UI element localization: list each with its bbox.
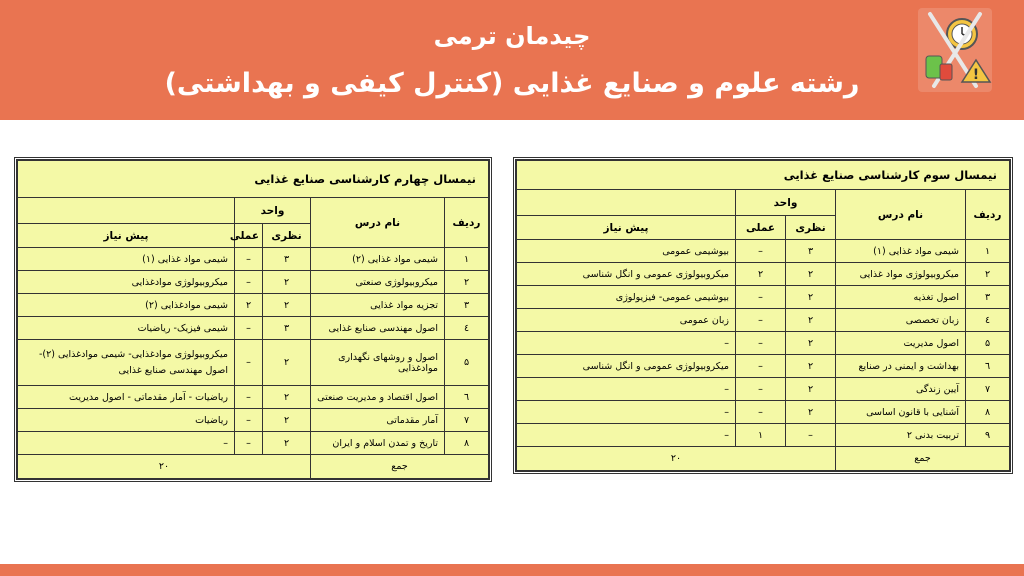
semester-3-title: نیمسال سوم کارشناسی صنایع غذایی <box>517 161 1010 190</box>
table-row: ۵ اصول و روشهای نگهداری موادغذایی ۲ – میکروبیولوژی موادغذایی- شیمی موادغذایی (۲)- اصول مهندسی صنایع غذایی <box>18 340 489 386</box>
table-row: ٤ اصول مهندسی صنایع غذایی ۳ – شیمی فیزیک- ریاضیات <box>18 317 489 340</box>
col-header-name: نام درس <box>836 190 966 240</box>
table-row: ۳ تجزیه مواد غذایی ۲ ۲ شیمی موادغذایی (۲) <box>18 294 489 317</box>
table-row: ٦ بهداشت و ایمنی در صنایع ۲ – میکروبیولوژی عمومی و انگل شناسی <box>517 355 1010 378</box>
total-row <box>517 447 1010 471</box>
footer-bar <box>0 564 1024 576</box>
table-row: ۸ آشنایی با قانون اساسی ۲ – – <box>517 401 1010 424</box>
table-row: ۲ میکروبیولوژی مواد غذایی ۲ ۲ میکروبیولوژی عمومی و انگل شناسی <box>517 263 1010 286</box>
table-row: ۹ تربیت بدنی ۲ – ۱ – <box>517 424 1010 447</box>
table-row: ٤ زبان تخصصی ۲ – زبان عمومی <box>517 309 1010 332</box>
col-header-prereq: پیش نیاز <box>517 216 736 240</box>
table-row: ۲ میکروبیولوژی صنعتی ۲ – میکروبیولوژی موادغذایی <box>18 271 489 294</box>
total-row <box>18 455 489 479</box>
table-row: ۷ آمار مقدماتی ۲ – ریاضیات <box>18 409 489 432</box>
semester-3-table <box>513 157 1013 474</box>
svg-text:!: ! <box>972 67 980 83</box>
col-header-theory: نظری <box>786 216 836 240</box>
col-header-units: واحد <box>235 198 311 224</box>
col-header-name: نام درس <box>311 198 445 248</box>
total-value: ۲۰ <box>517 447 836 471</box>
col-header-practical: عملی <box>235 224 263 248</box>
table-row: ۳ اصول تغذیه ۲ – بیوشیمی عمومی- فیزیولوژی <box>517 286 1010 309</box>
page-subtitle: رشته علوم و صنایع غذایی (کنترل کیفی و بهداشتی) <box>164 68 860 99</box>
total-label: جمع <box>311 455 489 479</box>
table-row: ٦ اصول اقتصاد و مدیریت صنعتی ۲ – ریاضیات - آمار مقدماتی - اصول مدیریت <box>18 386 489 409</box>
table-row: ۱ شیمی مواد غذایی (۲) ۳ – شیمی مواد غذایی (۱) <box>18 248 489 271</box>
col-header-units: واحد <box>736 190 836 216</box>
page-title: چیدمان ترمی <box>433 22 591 50</box>
col-header-row: ردیف <box>445 198 489 248</box>
col-header-row: ردیف <box>966 190 1010 240</box>
table-row: ۵ اصول مدیریت ۲ – – <box>517 332 1010 355</box>
semester-4-table <box>14 157 492 482</box>
total-value: ۲۰ <box>18 455 311 479</box>
semester-4-title: نیمسال چهارم کارشناسی صنایع غذایی <box>18 161 489 198</box>
col-header-prereq: پیش نیاز <box>18 224 235 248</box>
table-row: ۷ آیین زندگی ۲ – – <box>517 378 1010 401</box>
food-science-logo-icon <box>916 6 994 94</box>
total-label: جمع <box>836 447 1010 471</box>
col-header-theory: نظری <box>263 224 311 248</box>
col-header-practical: عملی <box>736 216 786 240</box>
header-banner <box>0 0 1024 120</box>
table-row: ۸ تاریخ و تمدن اسلام و ایران ۲ – – <box>18 432 489 455</box>
table-row: ۱ شیمی مواد غذایی (۱) ۳ – بیوشیمی عمومی <box>517 240 1010 263</box>
